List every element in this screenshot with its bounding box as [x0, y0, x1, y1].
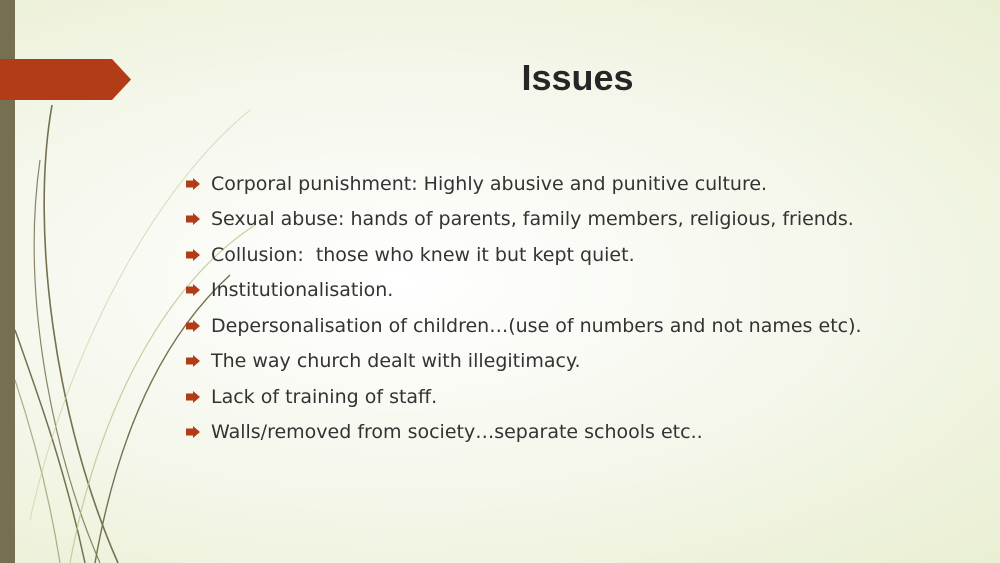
bullet-item — [186, 344, 862, 380]
bullet-item — [186, 237, 862, 273]
right-arrow-bullet-icon — [186, 249, 200, 261]
right-arrow-bullet-icon — [186, 320, 200, 332]
bullet-item — [186, 308, 862, 344]
right-arrow-bullet-icon — [186, 391, 200, 403]
right-arrow-bullet-icon — [186, 355, 200, 367]
bullet-text: Collusion: those who knew it but kept quiet. — [211, 243, 635, 266]
bullet-text: Depersonalisation of children…(use of numbers and not names etc). — [211, 314, 862, 337]
bullet-item — [186, 379, 862, 415]
bullet-item — [186, 415, 862, 451]
slide-title: Issues — [521, 57, 634, 98]
bullet-text: Corporal punishment: Highly abusive and punitive culture. — [211, 172, 768, 195]
title-accent-arrow — [0, 59, 131, 100]
bullet-text: The way church dealt with illegitimacy. — [211, 350, 581, 373]
bullet-text: Institutionalisation. — [211, 279, 394, 302]
right-arrow-bullet-icon — [186, 426, 200, 438]
bullet-text: Walls/removed from society…separate schools etc.. — [211, 421, 703, 444]
right-arrow-bullet-icon — [186, 213, 200, 225]
bullet-list — [186, 166, 862, 450]
right-arrow-bullet-icon — [186, 284, 200, 296]
bullet-item — [186, 273, 862, 309]
bullet-text: Sexual abuse: hands of parents, family members, religious, friends. — [211, 208, 854, 231]
bullet-text: Lack of training of staff. — [211, 385, 438, 408]
bullet-item — [186, 202, 862, 238]
bullet-item — [186, 166, 862, 202]
right-arrow-bullet-icon — [186, 178, 200, 190]
